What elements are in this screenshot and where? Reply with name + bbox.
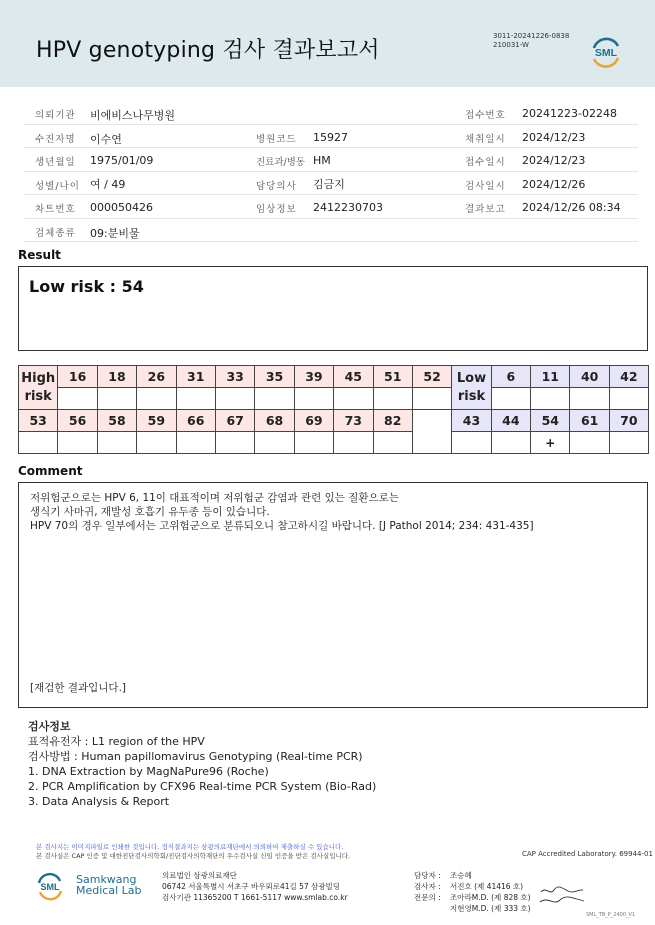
report-title: HPV genotyping 검사 결과보고서 (36, 38, 380, 63)
staff-value: 조승혜 (450, 871, 472, 880)
form-code: SML_TB_P_2400_V1 (586, 912, 636, 918)
genotype-cell: 11 (531, 366, 570, 388)
genotype-result-cell (97, 432, 136, 454)
document-code (493, 32, 569, 50)
genotype-cell: 54 (531, 410, 570, 432)
dob-label: 생년월일 (35, 157, 76, 168)
receipt-no-label: 접수번호 (465, 110, 506, 121)
collection-date-value: 2024/12/23 (522, 130, 586, 144)
footer-note-cap: 본 검사실은 CAP 인증 및 대한진단검사의학회/진단검사의학재단의 우수검사실 신임 인증을 받은 검사실입니다. (36, 852, 351, 860)
patient-info (24, 101, 638, 242)
genotype-cell: 39 (294, 366, 333, 388)
comment-section-label: Comment (18, 464, 83, 478)
specialist-value-2: 지현영M.D. (제 333 호) (450, 904, 531, 913)
genotype-row (19, 366, 649, 388)
department-label: 진료과/병동 (256, 157, 306, 168)
test-date-value: 2024/12/26 (522, 177, 586, 191)
doctor-value: 김금지 (313, 177, 345, 191)
footer-institution-code: 검사기관 11365200 T 1661-5117 www.smlab.co.kr (162, 893, 348, 902)
recipient-label: 수진자명 (35, 133, 76, 145)
genotype-result-cell (373, 432, 412, 454)
genotype-cell: 56 (58, 410, 97, 432)
genotype-result-cell (609, 388, 648, 410)
report-date-label: 결과보고 (465, 204, 506, 215)
receipt-date-value: 2024/12/23 (522, 154, 586, 167)
genotype-result-cell (255, 388, 294, 410)
exam-info-step: 2. PCR Amplification by CFX96 Real-time PCR System (Bio-Rad) (28, 780, 377, 793)
genotype-cell: 18 (97, 366, 136, 388)
genotype-result-cell (176, 388, 215, 410)
genotype-cell: 43 (452, 410, 491, 432)
doctor-label: 담당의사 (256, 180, 297, 192)
test-date-label: 검사일시 (465, 180, 506, 192)
institution-label: 의뢰기관 (35, 110, 76, 121)
exam-info-step: 3. Data Analysis & Report (28, 795, 170, 808)
genotype-result-cell (491, 432, 530, 454)
comment-line: 저위험군으로는 HPV 6, 11이 대표적이며 저위험군 감염과 관련 있는 질환으로는 (30, 492, 399, 504)
info-row (24, 195, 638, 219)
genotype-result-cell (570, 432, 609, 454)
exam-info-title: 검사정보 (28, 720, 71, 733)
genotype-result-cell (58, 388, 97, 410)
result-box (18, 266, 648, 351)
collection-date-label: 채취일시 (465, 133, 506, 145)
high-risk-label-1: High (21, 370, 56, 386)
genotype-result-cell (412, 388, 451, 410)
genotype-cell: 69 (294, 410, 333, 432)
genotype-cell: 61 (570, 410, 609, 432)
genotype-cell: 68 (255, 410, 294, 432)
genotype-result-cell (609, 432, 648, 454)
chart-no-value: 000050426 (90, 201, 153, 214)
genotype-cell: 33 (215, 366, 254, 388)
genotype-result-cell (97, 388, 136, 410)
genotype-cell: 44 (491, 410, 530, 432)
dob-value: 1975/01/09 (90, 154, 154, 167)
genotype-result-cell (373, 388, 412, 410)
hospital-code-value: 15927 (313, 130, 348, 144)
low-risk-label (452, 366, 491, 410)
hospital-code-label: 병원코드 (256, 133, 297, 145)
clinical-info-value: 2412230703 (313, 201, 383, 214)
clinical-info-label: 임상정보 (256, 204, 297, 215)
genotype-result-cell (176, 432, 215, 454)
document-code-line-2: 210031-W (493, 41, 529, 49)
positive-mark: + (531, 432, 570, 454)
recipient-value: 이수연 (90, 132, 122, 146)
result-section-label: Result (18, 248, 61, 262)
sex-age-value: 여 / 49 (90, 177, 126, 191)
high-risk-label-2: risk (24, 388, 52, 404)
specimen-value: 09:분비물 (90, 226, 140, 240)
genotype-cell: 67 (215, 410, 254, 432)
genotype-result-cell (137, 432, 176, 454)
genotype-result-cell (215, 432, 254, 454)
specialist-label: 전문의 : (414, 893, 441, 902)
genotype-result-cell (531, 388, 570, 410)
samkwang-logo-icon (35, 871, 65, 901)
info-row (24, 172, 638, 196)
receipt-date-label: 접수일시 (465, 157, 506, 168)
genotype-cell: 16 (58, 366, 97, 388)
genotype-cell: 70 (609, 410, 648, 432)
chart-no-label: 차트번호 (35, 204, 76, 215)
high-risk-label (19, 366, 58, 410)
info-row (24, 219, 638, 243)
empty-cell (412, 410, 451, 454)
exam-info (28, 719, 376, 809)
genotype-result-cell (452, 432, 491, 454)
report-date-value: 2024/12/26 08:34 (522, 201, 621, 214)
specimen-label: 검체종류 (35, 227, 76, 239)
genotype-cell: 53 (19, 410, 58, 432)
genotype-cell: 26 (137, 366, 176, 388)
genotype-cell: 66 (176, 410, 215, 432)
genotype-result-cell (215, 388, 254, 410)
genotype-result-cell (137, 388, 176, 410)
sml-logo-icon (588, 34, 624, 70)
genotype-result-cell (491, 388, 530, 410)
cap-accreditation: CAP Accredited Laboratory. 69944-01 (522, 850, 653, 858)
logo-line-2: Medical Lab (76, 884, 142, 897)
sex-age-label: 성별/나이 (35, 180, 80, 192)
exam-info-target-gene: 표적유전자 : L1 region of the HPV (28, 735, 205, 748)
result-text: Low risk : 54 (29, 277, 144, 296)
exam-info-method: 검사방법 : Human papillomavirus Genotyping (Real-time PCR) (28, 750, 363, 763)
low-risk-label-2: risk (457, 388, 486, 404)
institution-value: 비에비스나무병원 (90, 109, 176, 122)
genotype-result-cell (58, 432, 97, 454)
genotype-cell: 59 (137, 410, 176, 432)
tester-value: 서진호 (제 41416 호) (450, 882, 524, 891)
comment-box (18, 482, 648, 708)
genotype-cell: 52 (412, 366, 451, 388)
info-row (24, 101, 638, 125)
document-code-line-1: 3011-20241226-0838 (493, 32, 570, 40)
staff-label: 담당자 : (414, 871, 441, 880)
footer-address: 06742 서울특별시 서초구 바우뫼로41길 57 삼광빌딩 (162, 882, 341, 891)
footer-note-blue: 본 검사지는 이미지파일로 인쇄한 것입니다. 정식결과지는 삼광의료재단에서 의뢰하여 제출하실 수 있습니다. (36, 843, 344, 851)
tester-label: 검사자 : (414, 882, 441, 891)
genotype-result-cell (19, 432, 58, 454)
genotype-result-cell (255, 432, 294, 454)
logo-line-1: Samkwang (76, 873, 137, 886)
genotype-result-cell (334, 388, 373, 410)
comment-line: HPV 70의 경우 일부에서는 고위험군으로 분류되오니 참고하시길 바랍니다. [J Pathol 2014; 234: 431-435] (30, 520, 534, 532)
signature-icon (538, 884, 586, 910)
genotype-result-cell (294, 432, 333, 454)
info-row (24, 125, 638, 149)
low-risk-label-1: Low (456, 370, 487, 386)
genotype-cell: 42 (609, 366, 648, 388)
genotype-cell: 73 (334, 410, 373, 432)
logo-text: SML (594, 47, 618, 59)
samkwang-logo-name (76, 874, 142, 896)
exam-info-step: 1. DNA Extraction by MagNaPure96 (Roche) (28, 765, 269, 778)
comment-line: 생식기 사마귀, 재발성 호흡기 유두종 등이 있습니다. (30, 506, 270, 518)
genotype-cell: 58 (97, 410, 136, 432)
receipt-no-value: 20241223-02248 (522, 107, 617, 120)
genotype-result-row (19, 388, 649, 410)
genotype-cell: 51 (373, 366, 412, 388)
genotype-table (18, 365, 649, 454)
info-row (24, 148, 638, 172)
specialist-value-1: 조아라M.D. (제 828 호) (450, 893, 531, 902)
footer-org: 의료법인 삼광의료재단 (162, 871, 237, 880)
genotype-cell: 31 (176, 366, 215, 388)
genotype-result-cell (294, 388, 333, 410)
comment-line: [재검한 결과입니다.] (30, 682, 127, 694)
genotype-cell: 35 (255, 366, 294, 388)
department-value: HM (313, 154, 331, 167)
genotype-row (19, 410, 649, 432)
genotype-result-cell (334, 432, 373, 454)
genotype-cell: 82 (373, 410, 412, 432)
logo-text: SML (40, 882, 60, 892)
genotype-result-row (19, 432, 649, 454)
genotype-cell: 40 (570, 366, 609, 388)
genotype-cell: 6 (491, 366, 530, 388)
genotype-cell: 45 (334, 366, 373, 388)
genotype-result-cell (570, 388, 609, 410)
